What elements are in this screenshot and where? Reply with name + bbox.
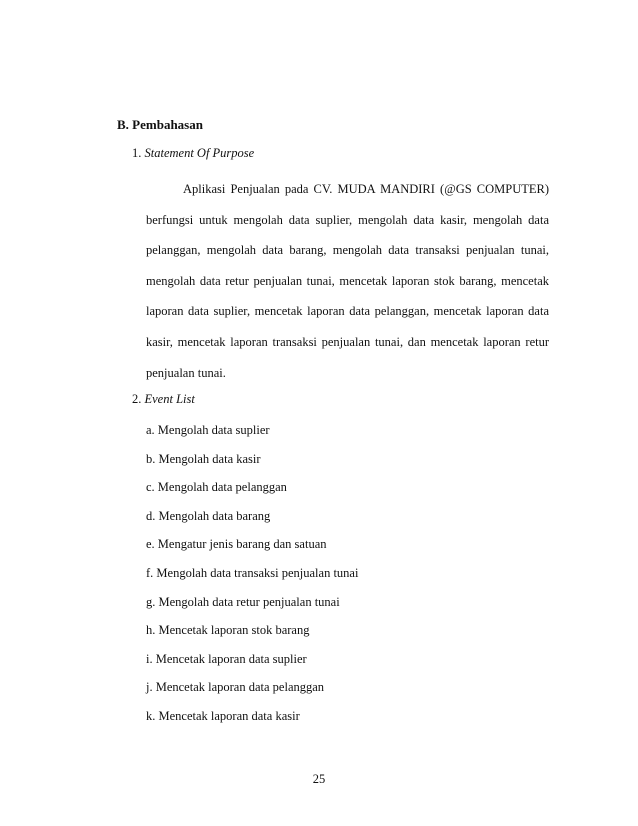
event-list-item: h. Mencetak laporan stok barang xyxy=(146,623,310,638)
event-list-item: d. Mengolah data barang xyxy=(146,508,271,523)
event-list xyxy=(146,416,358,731)
event-list-item: g. Mengolah data retur penjualan tunai xyxy=(146,594,340,609)
event-list-number: 2. xyxy=(132,392,142,406)
section-title: B. Pembahasan xyxy=(117,117,203,132)
statement-of-purpose-number: 1. xyxy=(132,146,142,160)
statement-of-purpose-title: Statement Of Purpose xyxy=(144,146,255,160)
statement-of-purpose-paragraph: Aplikasi Penjualan pada CV. MUDA MANDIRI (@GS COMPUTER) berfungsi untuk mengolah data suplier, mengolah data kasir, mengolah data pelanggan, mengolah data barang, mengolah data transaksi penjualan tunai, mengolah data retur penjualan tunai, mencetak laporan stok barang, mencetak laporan data suplier, mencetak laporan data pelanggan, mencetak laporan data kasir, mencetak laporan transaksi penjualan tunai, dan mencetak laporan retur penjualan tunai. xyxy=(146,182,549,380)
statement-of-purpose-heading xyxy=(132,146,254,161)
event-list-title: Event List xyxy=(144,392,195,406)
event-list-heading xyxy=(132,392,195,407)
event-list-item: e. Mengatur jenis barang dan satuan xyxy=(146,537,327,552)
event-list-item: c. Mengolah data pelanggan xyxy=(146,480,287,495)
event-list-item: f. Mengolah data transaksi penjualan tunai xyxy=(146,565,359,580)
event-list-item: k. Mencetak laporan data kasir xyxy=(146,708,300,723)
event-list-item: j. Mencetak laporan data pelanggan xyxy=(146,680,325,695)
event-list-item: i. Mencetak laporan data suplier xyxy=(146,651,307,666)
page-number: 25 xyxy=(312,772,326,786)
event-list-item: a. Mengolah data suplier xyxy=(146,423,270,437)
event-list-item: b. Mengolah data kasir xyxy=(146,451,261,466)
